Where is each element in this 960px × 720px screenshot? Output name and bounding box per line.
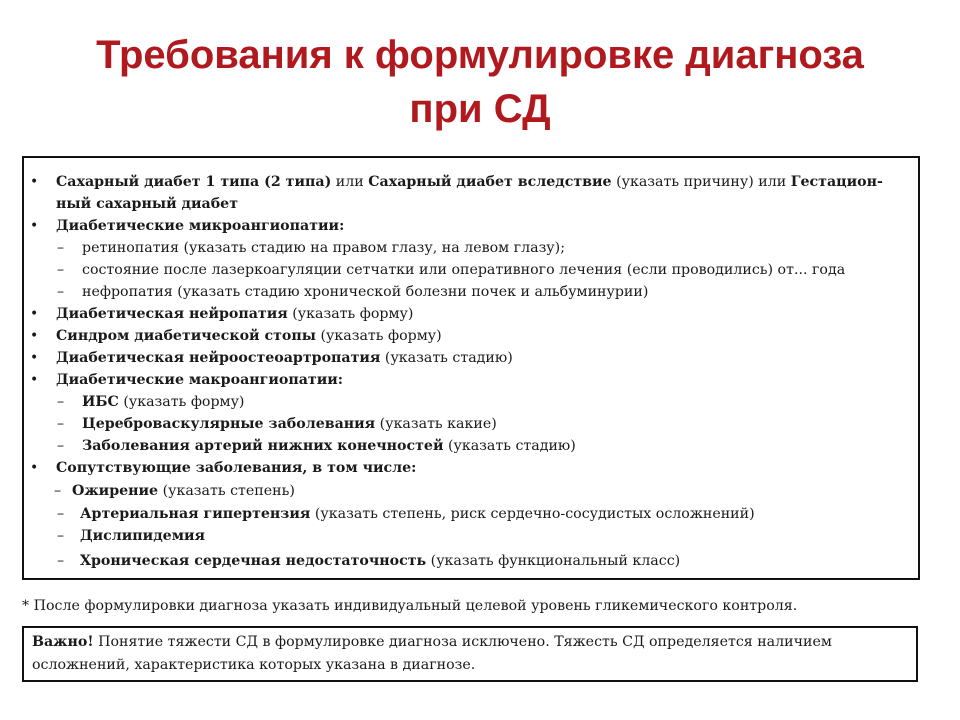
item-bold-text: Диабетическая нейропатия xyxy=(56,306,288,322)
item-bold-text: Ожирение xyxy=(72,483,159,499)
item-bold-text: Цереброваскулярные заболевания xyxy=(82,416,376,432)
item-bold-text: Гестацион- xyxy=(790,174,883,190)
dash-marker: – xyxy=(57,416,65,432)
item-text: состояние после лазеркоагуляции сетчатки или оперативного лечения (если проводились) от... года xyxy=(82,262,846,278)
item-text: или xyxy=(331,174,369,190)
dash-marker: – xyxy=(57,284,65,300)
important-line-2: осложнений, характеристика которых указана в диагнозе. xyxy=(32,657,476,673)
dash-marker: – xyxy=(54,483,62,499)
dash-marker: – xyxy=(57,240,65,256)
item-bold-text: Хроническая сердечная недостаточность xyxy=(80,553,427,569)
item-text: (указать какие) xyxy=(375,416,497,432)
list-item-diabetes-type-cont xyxy=(56,194,238,214)
item-text: (указать степень, риск сердечно-сосудистых осложнений) xyxy=(310,506,755,522)
item-text: (указать степень) xyxy=(158,483,295,499)
item-text: (указать стадию) xyxy=(380,350,513,366)
item-text: (указать форму) xyxy=(316,328,442,344)
bullet-marker: • xyxy=(30,306,39,322)
bullet-marker: • xyxy=(30,174,39,190)
page-title xyxy=(0,28,960,136)
dash-marker: – xyxy=(57,528,65,544)
item-bold-text: Синдром диабетической стопы xyxy=(56,328,316,344)
item-text: (указать причину) или xyxy=(611,174,791,190)
item-bold-text: ный сахарный диабет xyxy=(56,196,238,212)
bullet-marker: • xyxy=(30,460,39,476)
item-text: ретинопатия (указать стадию на правом глазу, на левом глазу); xyxy=(82,240,565,256)
item-text: нефропатия (указать стадию хронической болезни почек и альбуминурии) xyxy=(82,284,649,300)
important-line-1 xyxy=(32,632,832,652)
item-bold-text: Сахарный диабет вследствие xyxy=(368,174,612,190)
item-text: (указать форму) xyxy=(287,306,414,322)
item-bold-text: Дислипидемия xyxy=(80,528,206,544)
item-bold-text: Артериальная гипертензия xyxy=(80,506,311,522)
dash-marker: – xyxy=(57,394,65,410)
footnote-glycemic-target: * После формулировки диагноза указать индивидуальный целевой уровень гликемического контроля. xyxy=(22,598,798,614)
bullet-marker: • xyxy=(30,372,39,388)
item-bold-text: ИБС xyxy=(82,394,119,410)
bullet-marker: • xyxy=(30,328,39,344)
important-text: Понятие тяжести СД в формулировке диагноза исключено. Тяжесть СД определяется наличием xyxy=(93,634,832,650)
item-bold-text: Сахарный диабет 1 типа (2 типа) xyxy=(56,174,332,190)
dash-marker: – xyxy=(57,506,65,522)
dash-marker: – xyxy=(57,262,65,278)
item-bold-text: Сопутствующие заболевания, в том числе: xyxy=(56,460,417,476)
item-text: (указать стадию) xyxy=(443,438,576,454)
item-text: (указать функциональный класс) xyxy=(426,553,681,569)
item-text: (указать форму) xyxy=(118,394,245,410)
dash-marker: – xyxy=(57,438,65,454)
item-bold-text: Заболевания артерий нижних конечностей xyxy=(82,438,444,454)
title-line-2: при СД xyxy=(409,87,551,131)
item-bold-text: Диабетические макроангиопатии: xyxy=(56,372,343,388)
item-bold-text: Диабетическая нейроостеоартропатия xyxy=(56,350,381,366)
bullet-marker: • xyxy=(30,350,39,366)
item-bold-text: Диабетические микроангиопатии: xyxy=(56,218,345,234)
dash-marker: – xyxy=(57,553,65,569)
bullet-marker: • xyxy=(30,218,39,234)
diagnosis-requirements-box xyxy=(22,156,920,580)
important-note-box xyxy=(22,626,918,682)
important-label: Важно! xyxy=(32,634,94,650)
title-line-1: Требования к формулировке диагноза xyxy=(96,33,864,77)
